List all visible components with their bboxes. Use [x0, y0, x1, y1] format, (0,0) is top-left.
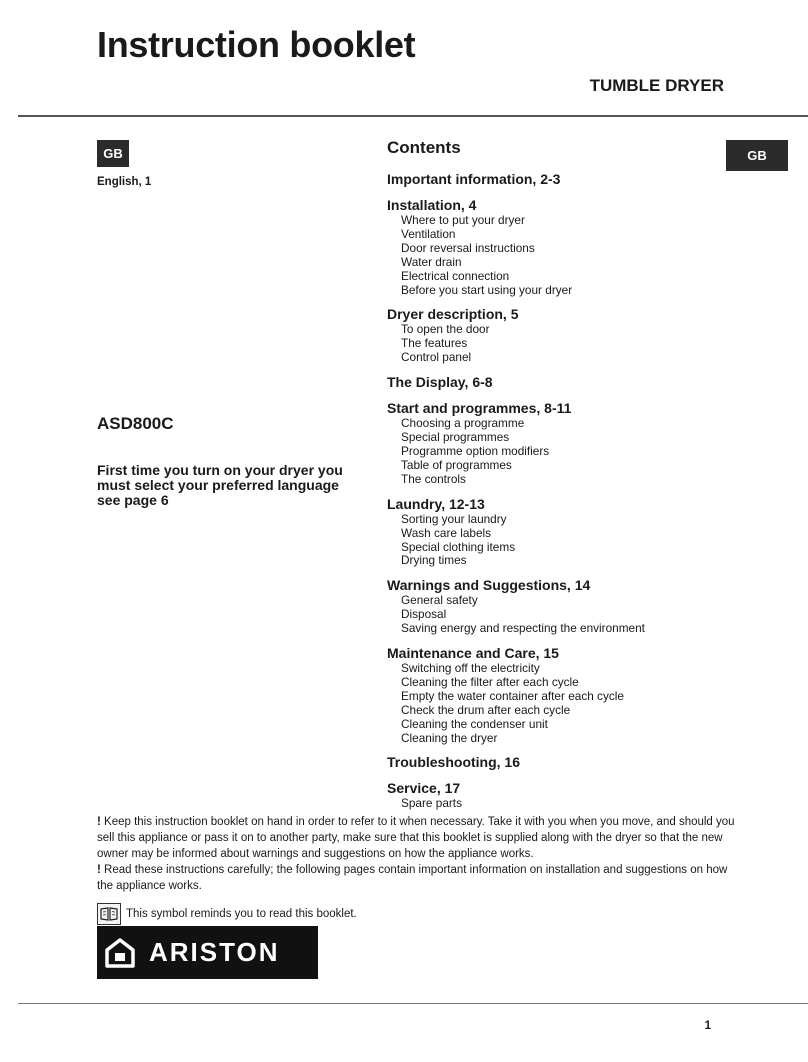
contents-section — [387, 305, 787, 365]
contents-section-heading[interactable]: Warnings and Suggestions, 14 — [387, 577, 591, 594]
top-divider — [18, 115, 808, 117]
contents-section-heading[interactable]: Important information, 2-3 — [387, 171, 561, 187]
house-logo-icon — [105, 938, 135, 968]
contents-section — [387, 495, 787, 569]
contents-subitem[interactable]: Before you start using your dryer — [401, 282, 573, 297]
contents-section-heading[interactable]: Service, 17 — [387, 780, 461, 797]
contents-section — [387, 753, 787, 771]
language-badge-left: GB — [97, 140, 129, 167]
contents-subitem[interactable]: Electrical connection — [401, 268, 510, 283]
safety-notes — [97, 814, 737, 894]
book-icon — [97, 903, 121, 925]
note-read-carefully — [97, 862, 737, 894]
contents-section-heading[interactable]: Start and programmes, 8-11 — [387, 400, 572, 417]
language-link[interactable]: English, 1 — [97, 176, 152, 188]
first-time-note: First time you turn on your dryer you must select your preferred language see page 6 — [97, 462, 343, 508]
contents-section — [387, 170, 787, 188]
contents-section-heading[interactable]: Laundry, 12-13 — [387, 495, 485, 512]
symbol-note-text: This symbol reminds you to read this booklet. — [126, 908, 357, 920]
contents-subitem[interactable]: Disposal — [401, 607, 447, 622]
table-of-contents — [387, 138, 787, 819]
page-number: 1 — [704, 1020, 711, 1032]
contents-subitem[interactable]: Check the drum after each cycle — [401, 702, 571, 717]
contents-subitem[interactable]: Drying times — [401, 553, 467, 568]
product-type: TUMBLE DRYER — [589, 76, 724, 95]
contents-subitem[interactable]: Control panel — [401, 350, 472, 365]
bottom-divider — [18, 1003, 808, 1004]
contents-subitem[interactable]: Saving energy and respecting the environment — [401, 621, 645, 636]
contents-section-heading[interactable]: The Display, 6-8 — [387, 374, 493, 391]
warning-mark: ! — [97, 816, 101, 828]
contents-subitem[interactable]: Spare parts — [401, 796, 462, 811]
contents-subitem[interactable]: Empty the water container after each cycle — [401, 688, 624, 703]
contents-section-heading[interactable]: Maintenance and Care, 15 — [387, 645, 559, 662]
contents-subitem[interactable]: Cleaning the filter after each cycle — [401, 674, 579, 689]
contents-subitem[interactable]: Wash care labels — [401, 525, 492, 540]
contents-section-heading[interactable]: Dryer description, 5 — [387, 306, 519, 323]
contents-subitem[interactable]: Where to put your dryer — [401, 213, 525, 227]
contents-subitem[interactable]: To open the door — [401, 322, 490, 337]
note-keep-booklet — [97, 814, 737, 862]
contents-section — [387, 644, 787, 745]
note-text: Keep this instruction booklet on hand in order to refer to it when necessary. Take it with you when you move, and should you sell this appliance or pass it on to another party, make sure that this booklet is supplied along with the dryer so that the new owner may be informed about warnings and suggestions on how the appliance works. — [97, 816, 735, 860]
contents-subitem[interactable]: General safety — [401, 593, 478, 608]
contents-subitem[interactable]: The features — [401, 336, 468, 351]
contents-subitem[interactable]: Special programmes — [401, 430, 510, 445]
contents-section-heading[interactable]: Installation, 4 — [387, 197, 477, 213]
language-badge-right: GB — [726, 140, 788, 171]
contents-section — [387, 399, 787, 487]
contents-sections — [387, 170, 787, 811]
contents-section — [387, 576, 787, 636]
ariston-logo — [97, 926, 318, 979]
contents-section — [387, 196, 787, 297]
contents-subitem[interactable]: Cleaning the condenser unit — [401, 716, 548, 731]
symbol-legend — [97, 903, 357, 925]
warning-mark: ! — [97, 864, 101, 876]
contents-subitem[interactable]: Sorting your laundry — [401, 511, 507, 526]
contents-subitem[interactable]: The controls — [401, 471, 466, 486]
logo-wordmark: ARISTON — [149, 937, 280, 967]
contents-subitem[interactable]: Special clothing items — [401, 539, 516, 554]
contents-subitem[interactable]: Door reversal instructions — [401, 240, 535, 255]
contents-subitem[interactable]: Cleaning the dryer — [401, 730, 498, 745]
contents-title: Contents — [387, 138, 461, 157]
contents-subitem[interactable]: Water drain — [401, 254, 462, 269]
contents-subitem[interactable]: Switching off the electricity — [401, 661, 540, 676]
contents-section — [387, 779, 787, 811]
contents-section — [387, 373, 787, 391]
contents-subitem[interactable]: Ventilation — [401, 226, 456, 241]
contents-subitem[interactable]: Choosing a programme — [401, 416, 525, 431]
model-number: ASD800C — [97, 414, 174, 433]
contents-subitem[interactable]: Programme option modifiers — [401, 443, 550, 458]
contents-section-heading[interactable]: Troubleshooting, 16 — [387, 754, 521, 771]
contents-subitem[interactable]: Table of programmes — [401, 457, 512, 472]
page-title: Instruction booklet — [97, 24, 416, 65]
note-text: Read these instructions carefully; the following pages contain important information on installation and suggestions on how the appliance works. — [97, 864, 728, 892]
